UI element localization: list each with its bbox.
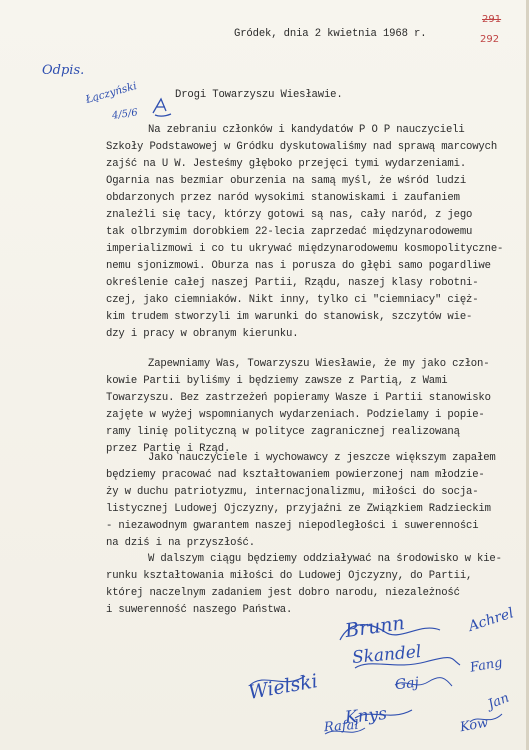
text-line: określenie całej naszej Partii, Rządu, naszej klasy robotni-	[106, 277, 479, 289]
signature-7: Knys	[344, 703, 388, 729]
text-line: Jako nauczyciele i wychowawcy z jeszcze większym zapałem	[148, 452, 496, 464]
text-line: zajęte w wyżej wspomnianych wydarzeniach. Podzielamy i popie-	[106, 409, 485, 421]
text-line: tak olbrzymim dorobkiem 22-lecia zaprzedać międzynarodowemu	[106, 226, 473, 238]
text-line: i suwerenność naszego Państwa.	[106, 604, 293, 616]
text-line: Ogarnia nas bezmiar oburzenia na samą myśl, że wśród ludzi	[106, 175, 467, 187]
paragraph-1	[106, 124, 516, 344]
margin-scribble-icon	[150, 96, 174, 118]
text-line: - niezawodnym gwarantem naszej niepodległości i suwerenności	[106, 520, 479, 532]
text-line: kim trudem stworzyli im warunki do stanowisk, szczytów wie-	[106, 311, 473, 323]
text-line: będziemy pracować nad kształtowaniem powierzonej nam młodzie-	[106, 469, 485, 481]
signature-1: Brunn	[343, 611, 407, 643]
odpis-annotation: Odpis.	[42, 63, 85, 78]
text-line: czej, jako ciemniaków. Nikt inny, tylko ci "ciemniacy" cięż-	[106, 294, 479, 306]
signature-6: Gaj	[394, 674, 420, 694]
text-line: przez Partię i Rząd.	[106, 443, 231, 455]
text-line: której naczelnym zadaniem jest dobro narodu, niezależność	[106, 587, 460, 599]
text-line: obdarzonych przez naród wysokimi stanowiskami i zaufaniem	[106, 192, 460, 204]
text-line: zajść na U W. Jesteśmy głęboko przejęci tymi wydarzeniami.	[106, 158, 467, 170]
salutation: Drogi Towarzyszu Wiesławie.	[175, 89, 343, 101]
margin-note-1: Łączyński	[84, 79, 139, 107]
text-line: dzy i pracy w obranym kierunku.	[106, 328, 299, 340]
text-line: W dalszym ciągu będziemy oddziaływać na środowisko w kie-	[148, 553, 502, 565]
signature-3: Skandel	[351, 642, 423, 668]
text-line: nemu sjonizmowi. Oburza nas i porusza do głębi samo pogardliwe	[106, 260, 491, 272]
margin-note-2: 4/5/6	[111, 107, 139, 122]
text-line: na dziś i na przyszłość.	[106, 537, 255, 549]
text-line: imperializmowi i co tu ukrywać międzynarodowemu kosmopolityczne-	[106, 243, 504, 255]
text-line: Zapewniamy Was, Towarzyszu Wiesławie, że my jako człon-	[148, 358, 490, 370]
text-line: runku kształtowania miłości do Ludowej Ojczyzny, do Partii,	[106, 570, 473, 582]
signature-9: Rafał	[323, 717, 360, 736]
signature-10: Kow	[458, 715, 490, 736]
signature-2: Achrel	[466, 605, 516, 635]
text-line: znaleźli się tacy, którzy gotowi są nas, cały naród, z jego	[106, 209, 473, 221]
date-line: Gródek, dnia 2 kwietnia 1968 r.	[234, 28, 427, 40]
signature-5: Wielski	[246, 670, 320, 704]
text-line: listycznej Ludowej Ojczyzny, przyjaźni ze Związkiem Radzieckim	[106, 503, 491, 515]
text-line: ramy linię polityczną w polityce zagranicznej realizowaną	[106, 426, 460, 438]
text-line: Szkoły Podstawowej w Gródku dyskutowaliśmy nad sprawą marcowych	[106, 141, 498, 153]
text-line: Towarzyszu. Bez zastrzeżeń popieramy Wasze i Partii stanowisko	[106, 392, 491, 404]
signature-8: Jan	[485, 690, 512, 713]
text-line: ży w duchu patriotyzmu, internacjonalizmu, miłości do socja-	[106, 486, 479, 498]
signature-scribbles-icon	[0, 610, 529, 750]
page-number-291: 291	[482, 14, 502, 25]
paragraph-3	[106, 452, 516, 562]
signature-4: Fang	[468, 655, 504, 676]
text-line: Na zebraniu członków i kandydatów P O P nauczycieli	[148, 124, 465, 136]
text-line: kowie Partii byliśmy i będziemy zawsze z Partią, z Wami	[106, 375, 448, 387]
page-number-292: 292	[480, 34, 500, 45]
